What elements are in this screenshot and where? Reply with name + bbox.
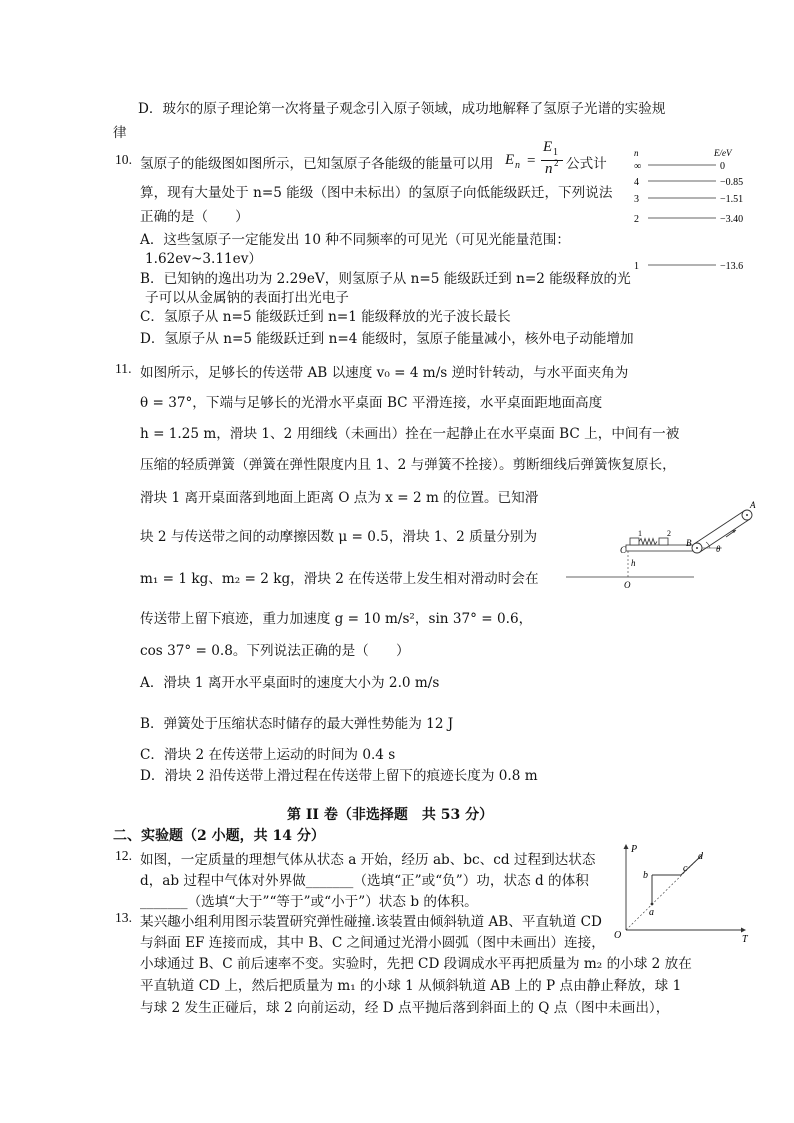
q10-option-a-1: A．这些氢原子一定能发出 10 种不同频率的可见光（可见光能量范围： (140, 232, 570, 248)
svg-text:−13.6: −13.6 (720, 261, 744, 272)
label-c: C (620, 545, 627, 555)
q11-option-d: D．滑块 2 沿传送带上滑过程在传送带上留下的痕迹长度为 0.8 m (140, 768, 538, 784)
question-number-12: 12. (115, 848, 132, 863)
q10-option-a-2: 1.62ev~3.11ev） (145, 251, 262, 267)
q11-line9: cos 37° = 0.8。下列说法正确的是（ ） (140, 643, 410, 659)
spring (639, 539, 657, 545)
level-2 (634, 214, 743, 225)
q11-line3: h = 1.25 m，滑块 1、2 用细线（未画出）拴在一起静止在水平桌面 BC 上，中间有一被 (140, 426, 680, 442)
svg-text:−0.85: −0.85 (720, 177, 744, 188)
label-o: O (624, 580, 631, 590)
question-number-10: 10. (115, 152, 132, 167)
q13-line5: 与球 2 发生正碰后，球 2 向前运动，经 D 点平抛后落到斜面上的 Q 点（图中未画出）， (140, 1000, 670, 1016)
q11-line6: 块 2 与传送带之间的动摩擦因数 μ = 0.5，滑块 1、2 质量分别为 (140, 529, 538, 545)
q11-line2: θ = 37°，下端与足够长的光滑水平桌面 BC 平滑连接，水平桌面距地面高度 (140, 395, 603, 411)
svg-text:3: 3 (634, 194, 639, 205)
svg-text:−3.40: −3.40 (720, 214, 744, 225)
label-2: 2 (667, 529, 671, 538)
q10-stem-b: 公式计 (566, 156, 607, 172)
level-col-n: n (634, 148, 639, 158)
point-a: a (649, 907, 654, 918)
question-number-11: 11. (115, 361, 132, 376)
svg-text:1: 1 (634, 261, 639, 272)
q10-stem-line2: 算，现有大量处于 n=5 能级（图中未标出）的氢原子向低能级跃迁，下列说法 (140, 185, 613, 201)
q12-line2: d，ab 过程中气体对外界做_______（选填“正”或“负”）功，状态 d 的体积 (140, 873, 589, 889)
point-b: b (643, 870, 648, 881)
svg-text:2: 2 (634, 214, 639, 225)
q13-line3: 小球通过 B、C 前后速率不变。实验时，先把 CD 段调成水平再把质量为 m₂ 的小球 2 放在 (140, 956, 692, 972)
block-2 (659, 538, 668, 545)
label-b: B (686, 538, 692, 548)
block-1 (630, 538, 639, 545)
q10-stem-line3: 正确的是（ ） (140, 209, 249, 225)
question-number-13: 13. (115, 910, 132, 925)
q10-option-d: D．氢原子从 n=5 能级跃迁到 n=4 能级时，氢原子能量减小，核外电子动能增加 (140, 331, 634, 347)
level-1 (634, 261, 743, 272)
q10-option-b-2: 子可以从金属钠的表面打出光电子 (145, 290, 349, 306)
point-d: d (698, 851, 703, 862)
q10-option-c: C．氢原子从 n=5 能级跃迁到 n=1 能级释放的光子波长最长 (140, 309, 511, 325)
q12-line1: 如图，一定质量的理想气体从状态 a 开始，经历 ab、bc、cd 过程到达状态 (140, 852, 596, 868)
q11-option-b: B．弹簧处于压缩状态时储存的最大弹性势能为 12 J (140, 716, 454, 732)
conveyor-belt-diagram (566, 498, 766, 593)
label-1: 1 (638, 529, 642, 538)
svg-text:0: 0 (720, 161, 725, 172)
q11-line5: 滑块 1 离开桌面落到地面上距离 O 点为 x = 2 m 的位置。已知滑 (140, 490, 539, 506)
svg-text:4: 4 (634, 177, 639, 188)
level-4 (634, 177, 743, 188)
q10-option-b-1: B．已知钠的逸出功为 2.29eV，则氢原子从 n=5 能级跃迁到 n=2 能级释放的光 (140, 271, 631, 287)
table-surface (626, 545, 694, 551)
svg-text:∞: ∞ (634, 161, 642, 172)
q10-stem-a: 氢原子的能级图如图所示，已知氢原子各能级的能量可以用 (140, 156, 494, 172)
axis-t-label: T (742, 934, 748, 945)
prev-option-d-line2: 律 (113, 125, 127, 141)
origin-label: O (614, 930, 622, 941)
label-a: A (750, 500, 756, 510)
section-subtitle: 二、实验题（2 小题，共 14 分） (113, 828, 325, 844)
axis-p-label: P (631, 844, 638, 855)
point-c: c (683, 863, 688, 874)
label-h: h (631, 558, 636, 568)
q13-line2: 与斜面 EF 连接而成，其中 B、C 之间通过光滑小圆弧（图中未画出）连接， (140, 935, 605, 951)
q11-option-c: C．滑块 2 在传送带上运动的时间为 0.4 s (140, 747, 396, 763)
q11-line8: 传送带上留下痕迹，重力加速度 g = 10 m/s²，sin 37° = 0.6， (140, 611, 533, 627)
energy-level-diagram (628, 144, 758, 282)
pt-diagram (612, 840, 757, 948)
q11-line4: 压缩的轻质弹簧（弹簧在弹性限度内且 1、2 与弹簧不拴接）。剪断细线后弹簧恢复原长， (140, 457, 676, 473)
svg-text:−1.51: −1.51 (720, 194, 744, 205)
level-col-e: E/eV (714, 148, 732, 158)
q12-line3: _______（选填“大于”“等于”或“小于”）状态 b 的体积。 (140, 894, 478, 910)
level-inf (634, 161, 725, 172)
q11-line1: 如图所示，足够长的传送带 AB 以速度 v₀ = 4 m/s 逆时针转动，与水平面夹角为 (140, 365, 629, 381)
prev-option-d-line1: D．玻尔的原子理论第一次将量子观念引入原子领域，成功地解释了氢原子光谱的实验规 (138, 101, 666, 117)
q11-option-a: A．滑块 1 离开水平桌面时的速度大小为 2.0 m/s (140, 675, 440, 691)
q11-line7: m₁ = 1 kg、m₂ = 2 kg，滑块 2 在传送带上发生相对滑动时会在 (140, 571, 539, 587)
label-theta: θ (716, 544, 721, 554)
q13-line4: 平直轨道 CD 上，然后把质量为 m₁ 的小球 1 从倾斜轨道 AB 上的 P 点由静止释放，球 1 (140, 978, 682, 994)
q13-line1: 某兴趣小组利用图示装置研究弹性碰撞.该装置由倾斜轨道 AB、平直轨道 CD (140, 914, 602, 930)
level-3 (634, 194, 743, 205)
section-title: 第 II 卷（非选择题 共 53 分） (287, 807, 494, 823)
q10-energy-formula: E n = E 1 n 2 (505, 139, 585, 179)
